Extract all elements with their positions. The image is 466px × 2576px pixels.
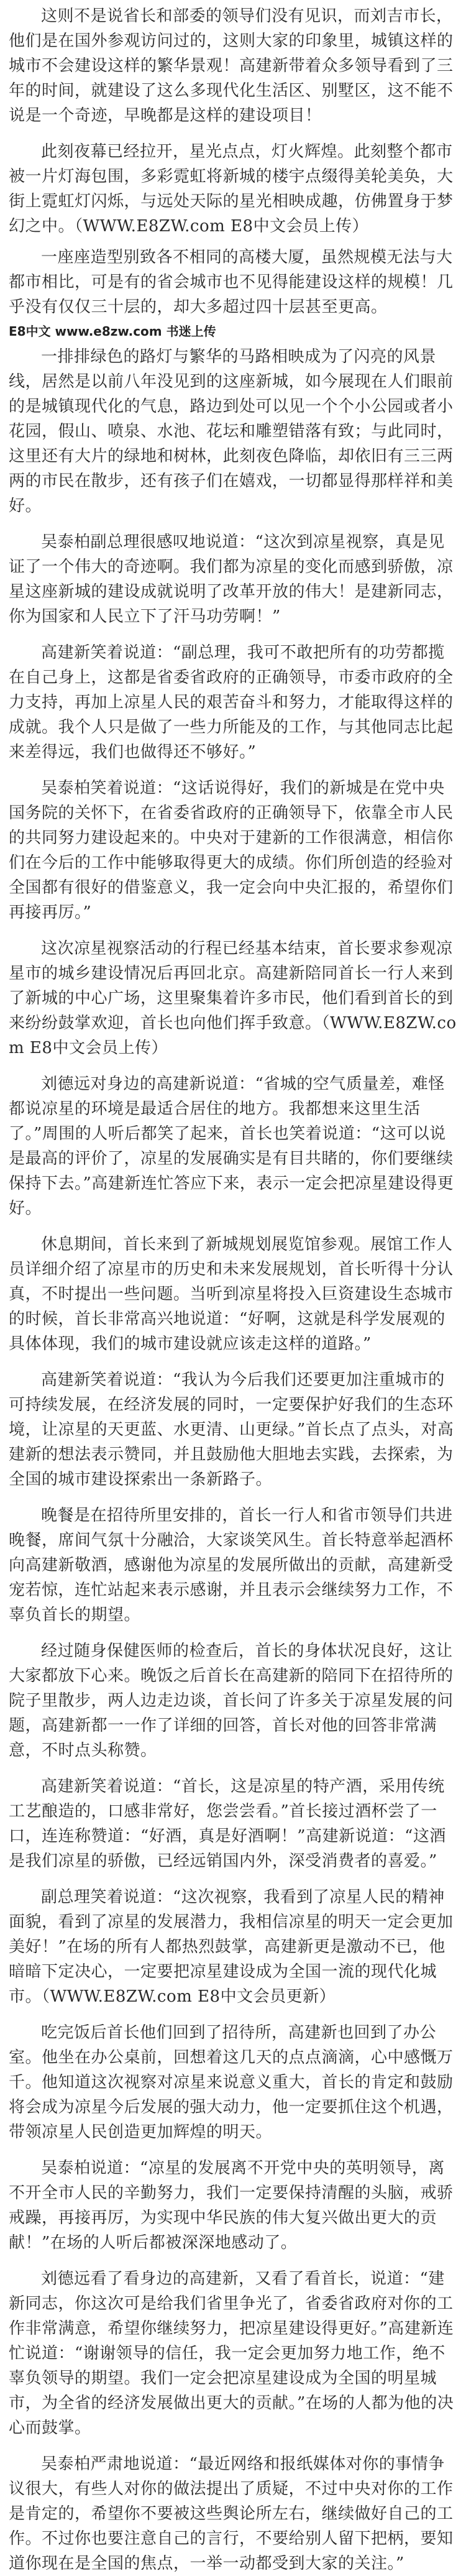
article-paragraph-10: 休息期间，首长来到了新城规划展览馆参观。展馆工作人员详细介绍了凉星市的历史和未来发展规划，首长听得十分认真，不时提出一些问题。当听到凉星将投入巨资建设生态城市的时候，首长非常高兴地说道：“好啊，这就是科学发展观的具体体现，我们的城市建设就应该走这样的道路。”	[9, 1235, 454, 1353]
article-paragraph-12: 晚餐是在招待所里安排的，首长一行人和省市领导们共进晚餐，席间气氛十分融洽，大家谈笑风生。首长特意举起酒杯向高建新敬酒，感谢他为凉星的发展所做出的贡献，高建新受宠若惊，连忙站起来表示感谢，并且表示会继续努力工作，不辜负首长的期望。	[9, 1506, 454, 1624]
source-link[interactable]: E8中文 www.e8zw.com 书迷上传	[9, 324, 216, 339]
article-paragraph-9: 刘德远对身边的高建新说道：“省城的空气质量差，难怪都说凉星的环境是最适合居住的地方。我都想来这里生活了。”周围的人听后都笑了起来，首长也笑着说道：“这可以说是最高的评价了，凉星的发展确实是有目共睹的，你们要继续保持下去。”高建新连忙答应下来，表示一定会把凉星建设得更好。	[9, 1075, 454, 1218]
article-paragraph-3: 一座座造型别致各不相同的高楼大厦，虽然规模无法与大都市相比，可是有的省会城市也不见得能建设这样的规模！几乎没有仅仅三十层的，却大多超过四十层甚至更高。	[9, 248, 454, 316]
article-paragraph-16: 吃完饭后首长他们回到了招待所，高建新也回到了办公室。他坐在办公桌前，回想着这几天的点点滴滴，心中感慨万千。他知道这次视察对凉星来说意义重大，首长的肯定和鼓励将会成为凉星今后发展的强大动力，他一定要抓住这个机遇，带领凉星人民创造更加辉煌的明天。	[9, 2023, 454, 2141]
article-paragraph-6: 高建新笑着说道：“副总理，我可不敢把所有的功劳都揽在自己身上，这都是省委省政府的正确领导，市委市政府的全力支持，再加上凉星人民的艰苦奋斗和努力，才能取得这样的成就。我个人只是做了一些力所能及的工作，与其他同志比起来差得远，我们也做得还不够好。”	[9, 643, 454, 761]
article-paragraph-5: 吴泰柏副总理很感叹地说道：“这次到凉星视察，真是见证了一个伟大的奇迹啊。我们都为凉星的变化而感到骄傲，凉星这座新城的建设成就说明了改革开放的伟大！是建新同志，你为国家和人民立下了汗马功劳啊！”	[9, 533, 454, 626]
article-paragraph-13: 经过随身保健医师的检查后，首长的身体状况良好，这让大家都放下心来。晚饭之后首长在高建新的陪同下在招待所的院子里散步，两人边走边谈，首长问了许多关于凉星发展的问题，高建新都一一作了详细的回答，首长对他的回答非常满意，不时点头称赞。	[9, 1642, 454, 1760]
article-paragraph-11: 高建新笑着说道：“我认为今后我们还要更加注重城市的可持续发展，在经济发展的同时，一定要保护好我们的生态环境，让凉星的天更蓝、水更清、山更绿。”首长点了点头，对高建新的想法表示赞同，并且鼓励他大胆地去实践，去探索，为全国的城市建设探索出一条新路子。	[9, 1371, 454, 1489]
article-paragraph-2: 此刻夜幕已经拉开，星光点点，灯火辉煌。此刻整个都市被一片灯海包围，多彩霓虹将新城的楼宇点缀得美轮美奂，大街上霓虹灯闪烁，与远处天际的星光相映成趣，仿佛置身于梦幻之中。（WWW.E8ZW.com E8中文会员上传）	[9, 142, 454, 236]
source-attribution	[9, 323, 457, 339]
article-paragraph-19: 吴泰柏严肃地说道：“最近网络和报纸媒体对你的事情争议很大，有些人对你的做法提出了质疑，不过中央对你的工作是肯定的，希望你不要被这些舆论所左右，继续做好自己的工作。不过你也要注意自己的言行，不要给别人留下把柄，要知道你现在是全国的焦点，一举一动都受到大家的关注。”	[9, 2455, 454, 2573]
article-paragraph-14: 高建新笑着说道：“首长，这是凉星的特产酒，采用传统工艺酿造的，口感非常好，您尝尝看。”首长接过酒杯尝了一口，连连称赞道：“好酒，真是好酒啊！”高建新说道：“这酒是我们凉星的骄傲，已经远销国内外，深受消费者的喜爱。”	[9, 1777, 446, 1870]
article-paragraph-17: 吴泰柏说道：“凉星的发展离不开党中央的英明领导，离不开全市人民的辛勤努力，我们一定要保持清醒的头脑，戒骄戒躁，再接再厉，为实现中华民族的伟大复兴做出更大的贡献！”在场的人听后都被深深地感动了。	[9, 2159, 454, 2252]
article-paragraph-4: 一排排绿色的路灯与繁华的马路相映成为了闪亮的风景线，居然是以前八年没见到的这座新城，如今展现在人们眼前的是城镇现代化的气息，路边到处可以见一个个小公园或者小花园，假山、喷泉、水池、花坛和雕塑错落有致；与此同时，这里还有大片的绿地和树林，此刻夜色降临，却依旧有三三两两的市民在散步，还有孩子们在嬉戏，一切都显得那样祥和美好。	[9, 347, 454, 515]
article-paragraph-18: 刘德远看了看身边的高建新，又看了看首长，说道：“建新同志，你这次可是给我们省里争光了，省委省政府对你的工作非常满意，希望你继续努力，把凉星建设得更好。”高建新连忙说道：“谢谢领导的信任，我一定会更加努力地工作，绝不辜负领导的期望。我们一定会把凉星建设成为全国的明星城市，为全省的经济发展做出更大的贡献。”在场的人都为他的决心而鼓掌。	[9, 2270, 454, 2437]
article-paragraph-1: 这则不是说省长和部委的领导们没有见识，而刘吉市长，他们是在国外参观访问过的，这则大家的印象里，城镇这样的城市不会建设这样的繁华景观！高建新带着众多领导看到了三年的时间，就建设了这么多现代化生活区、别墅区，这不能不说是一个奇迹，早晚都是这样的建设项目！	[9, 7, 454, 125]
article-paragraph-8: 这次凉星视察活动的行程已经基本结束，首长要求参观凉星市的城乡建设情况后再回北京。高建新陪同首长一行人来到了新城的中心广场，这里聚集着许多市民，他们看到首长的到来纷纷鼓掌欢迎，首长也向他们挥手致意。（WWW.E8ZW.com E8中文会员上传）	[9, 939, 457, 1057]
article-paragraph-15: 副总理笑着说道：“这次视察，我看到了凉星人民的精神面貌，看到了凉星的发展潜力，我相信凉星的明天一定会更加美好！”在场的所有人都热烈鼓掌，高建新更是激动不已，他暗暗下定决心，一定要把凉星建设成为全国一流的现代化城市。（WWW.E8ZW.com E8中文会员更新）	[9, 1888, 454, 2006]
article-paragraph-7: 吴泰柏笑着说道：“这话说得好，我们的新城是在党中央国务院的关怀下，在省委省政府的正确领导下，依靠全市人民的共同努力建设起来的。中央对于建新的工作很满意，相信你们在今后的工作中能够取得更大的成绩。你们所创造的经验对全国都有很好的借鉴意义，我一定会向中央汇报的，希望你们再接再厉。”	[9, 779, 454, 922]
